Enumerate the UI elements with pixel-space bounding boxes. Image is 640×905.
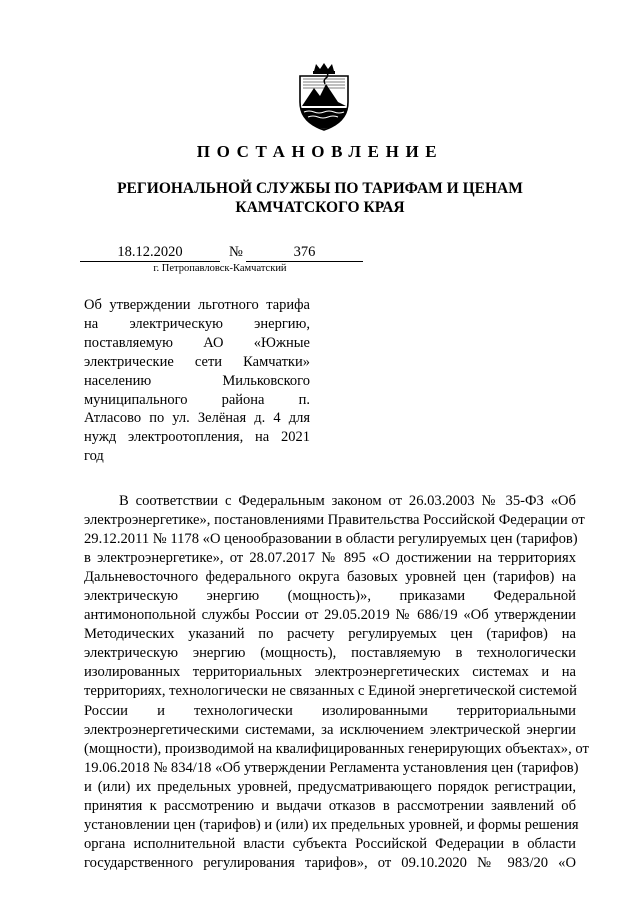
subject-line: муниципального района п. <box>84 391 310 408</box>
subject-line: Об утверждении льготного тарифа <box>84 297 310 313</box>
document-type-heading: ПОСТАНОВЛЕНИЕ <box>196 142 444 161</box>
subject-line: год <box>84 448 104 465</box>
registration-date: 18.12.2020 <box>80 243 220 262</box>
body-line: Дальневосточного федерального округа базовых уровней цен (тарифов) на <box>84 569 576 586</box>
subject-line: населению Мильковского <box>84 372 310 389</box>
subject-line: на электрическую энергию, <box>84 315 310 332</box>
issuer-line: КАМЧАТСКОГО КРАЯ <box>235 199 405 216</box>
body-line: Методических указаний по расчету регулируемых цен (тарифов) на <box>84 626 576 643</box>
body-line: антимонопольной службы России от 29.05.2019 № 686/19 «Об утверждении <box>84 607 576 624</box>
body-line: электрическую энергию (мощность)», приказами Федеральной <box>84 588 576 605</box>
document-subject <box>84 296 310 466</box>
body-line: (мощности), производимой на квалифицированных генерирующих объектах», от <box>84 740 589 757</box>
body-paragraph <box>84 492 589 873</box>
body-line: 19.06.2018 № 834/18 «Об утверждении Регламента установления цен (тарифов) <box>84 759 579 776</box>
body-line: в электроэнергетике», от 28.07.2017 № 895 «О достижении на территориях <box>84 550 576 567</box>
body-line: электрическую энергию (мощность), поставляемую в технологически <box>84 645 576 662</box>
subject-line: электрические сети Камчатки» <box>84 353 310 370</box>
issuer-line: РЕГИОНАЛЬНОЙ СЛУЖБЫ ПО ТАРИФАМ И ЦЕНАМ <box>117 180 523 197</box>
body-line: электроэнергетическими системами, за исключением электрической энергии <box>84 721 576 738</box>
body-line: электроэнергетике», постановлениями Правительства Российской Федерации от <box>84 512 585 529</box>
kamchatka-coat-of-arms-icon <box>294 62 354 132</box>
subject-line: нужд электроотопления, на 2021 <box>84 429 310 446</box>
body-line: органа исполнительной власти субъекта Российской Федерации в области <box>84 835 576 852</box>
subject-line: Атласово по ул. Зелёная д. 4 для <box>84 410 310 427</box>
body-line: принятия к рассмотрению и выдачи отказов в рассмотрении заявлений об <box>84 797 576 814</box>
body-line: В соответствии с Федеральным законом от 26.03.2003 № 35-ФЗ «Об <box>119 493 576 509</box>
body-line: государственного регулирования тарифов», от 09.10.2020 № 983/20 «О <box>84 854 576 871</box>
body-line: России и технологически изолированными территориальными <box>84 702 576 719</box>
number-sign: № <box>229 244 243 260</box>
body-line: установлении цен (тарифов) и (или) их предельных уровней, и формы решения <box>84 816 579 833</box>
body-line: 29.12.2011 № 1178 «О ценообразовании в области регулируемых цен (тарифов) <box>84 531 578 548</box>
registration-number: 376 <box>246 243 363 262</box>
issuer-heading <box>0 179 640 217</box>
body-line: территориях, технологически не связанных с Единой энергетической системой <box>84 683 577 700</box>
registration-place: г. Петропавловск-Камчатский <box>153 263 287 274</box>
body-line: и (или) их предельных уровней, предусматривающего порядок регистрации, <box>84 778 576 795</box>
subject-line: поставляемую АО «Южные <box>84 334 310 351</box>
body-line: изолированных территориальных электроэнергетических системах и на <box>84 664 576 681</box>
